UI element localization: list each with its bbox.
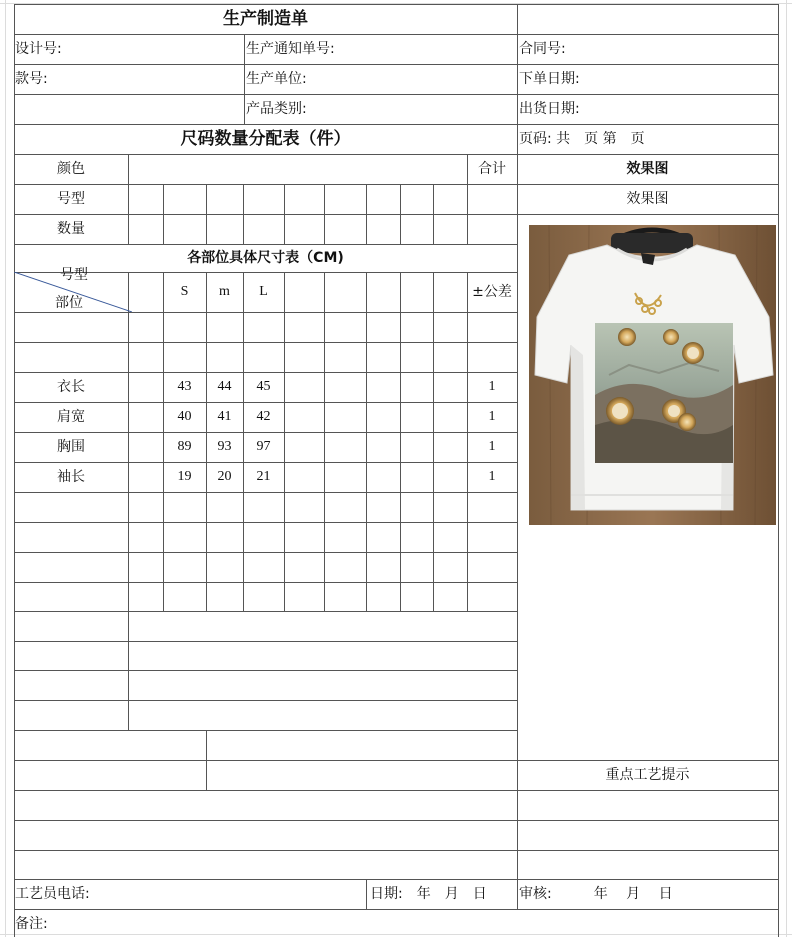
measure-value: 21 bbox=[256, 469, 271, 484]
style-no-label: 款号: bbox=[15, 71, 48, 87]
size-header-m: m bbox=[219, 284, 230, 299]
size-label: 号型 bbox=[57, 191, 85, 207]
measure-value: 41 bbox=[217, 409, 232, 424]
measure-value: 44 bbox=[217, 379, 232, 394]
measure-value: 93 bbox=[217, 439, 232, 454]
part-label: 袖长 bbox=[57, 469, 85, 485]
color-label: 颜色 bbox=[57, 161, 85, 177]
effect-header: 效果图 bbox=[626, 161, 669, 177]
grid-line bbox=[5, 0, 6, 937]
size-header-l: L bbox=[259, 284, 268, 299]
production-unit-label: 生产单位: bbox=[246, 71, 307, 87]
remarks-label: 备注: bbox=[15, 916, 48, 932]
tolerance-value: 1 bbox=[488, 469, 496, 484]
effect-subheader: 效果图 bbox=[626, 191, 669, 207]
technician-phone-label: 工艺员电话: bbox=[15, 886, 90, 902]
date-label: 日期: 年 月 日 bbox=[370, 886, 487, 902]
contract-no-label: 合同号: bbox=[519, 41, 566, 57]
measure-value: 40 bbox=[177, 409, 192, 424]
measure-value: 97 bbox=[256, 439, 271, 454]
total-label: 合计 bbox=[478, 161, 506, 177]
size-table-title: 尺码数量分配表（件） bbox=[180, 129, 351, 149]
measure-table-title: 各部位具体尺寸表（CM) bbox=[187, 250, 344, 266]
review-label: 审核: 年 月 日 bbox=[519, 886, 673, 902]
tolerance-label: ±公差 bbox=[472, 284, 512, 300]
measure-value: 42 bbox=[256, 409, 271, 424]
part-label: 肩宽 bbox=[57, 409, 85, 425]
measure-value: 19 bbox=[177, 469, 192, 484]
measure-value: 45 bbox=[256, 379, 271, 394]
measure-value: 89 bbox=[177, 439, 192, 454]
design-no-label: 设计号: bbox=[15, 41, 62, 57]
grid-line bbox=[0, 934, 792, 935]
product-category-label: 产品类别: bbox=[246, 101, 307, 117]
page-info: 页码: 共 页 第 页 bbox=[519, 131, 645, 147]
size-header-s: S bbox=[180, 284, 189, 299]
tolerance-value: 1 bbox=[488, 409, 496, 424]
diag-size-label: 号型 bbox=[60, 267, 88, 283]
ship-date-label: 出货日期: bbox=[519, 101, 580, 117]
order-date-label: 下单日期: bbox=[519, 71, 580, 87]
diag-part-label: 部位 bbox=[55, 295, 83, 311]
tolerance-value: 1 bbox=[488, 379, 496, 394]
part-label: 胸围 bbox=[57, 439, 85, 455]
part-label: 衣长 bbox=[57, 379, 85, 395]
effect-image bbox=[529, 225, 776, 525]
grid-line bbox=[786, 0, 787, 937]
form-title: 生产制造单 bbox=[223, 9, 308, 29]
production-notice-no-label: 生产通知单号: bbox=[246, 41, 335, 57]
quantity-label: 数量 bbox=[57, 221, 85, 237]
process-tips-label: 重点工艺提示 bbox=[605, 767, 690, 783]
tshirt-illustration bbox=[529, 225, 776, 525]
tolerance-value: 1 bbox=[488, 439, 496, 454]
measure-value: 43 bbox=[177, 379, 192, 394]
measure-value: 20 bbox=[217, 469, 232, 484]
